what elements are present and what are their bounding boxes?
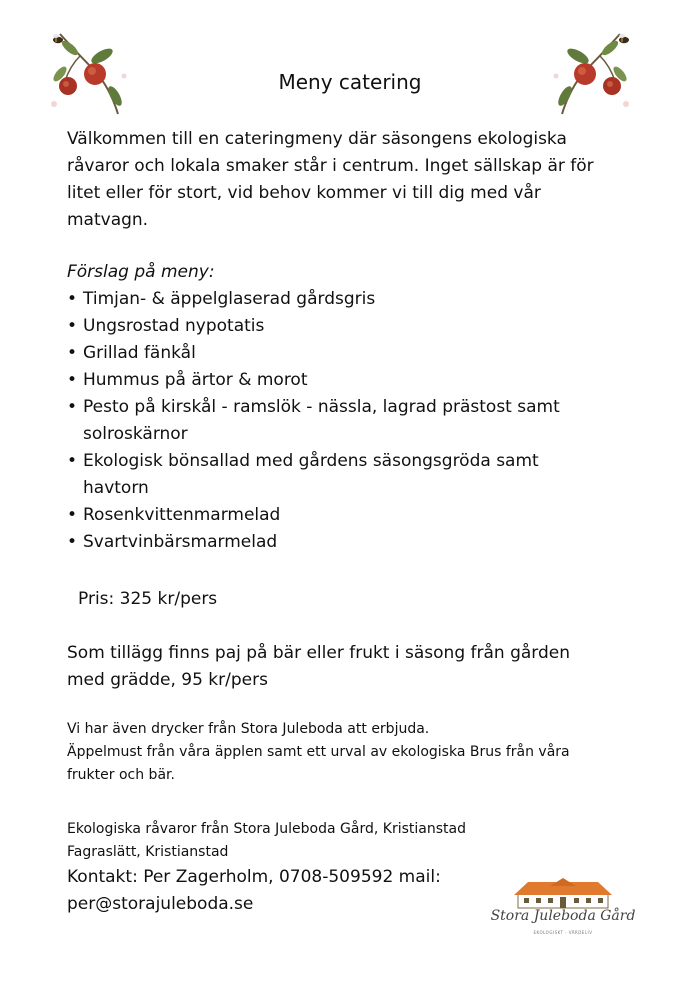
menu-item-text: Ungsrostad nypotatis <box>83 316 265 336</box>
page-title: Meny catering <box>278 70 422 94</box>
intro-line: matvagn. <box>67 210 149 230</box>
intro-paragraph <box>67 126 647 234</box>
menu-item <box>67 394 647 448</box>
menu-item-text: Hummus på ärtor & morot <box>83 370 308 390</box>
drinks-line: Vi har även drycker från Stora Juleboda att erbjuda. <box>67 721 430 737</box>
drinks-paragraph <box>67 718 657 787</box>
farmhouse-logo-icon <box>488 878 638 910</box>
menu-list <box>67 286 647 556</box>
origin-line: Ekologiska råvaror från Stora Juleboda Gård, Kristianstad <box>67 821 466 837</box>
contact-line: Kontakt: Per Zagerholm, 0708-509592 mail: <box>67 867 441 887</box>
menu-item <box>67 367 647 394</box>
menu-heading: Förslag på meny: <box>67 262 215 282</box>
bullet: • <box>67 343 78 363</box>
origin-line: Fagraslätt, Kristianstad <box>67 844 229 860</box>
menu-item <box>67 529 647 556</box>
menu-item-text: Pesto på kirskål - ramslök - nässla, lagrad prästost samt <box>83 397 560 417</box>
drinks-line: frukter och bär. <box>67 767 175 783</box>
bullet: • <box>67 505 78 525</box>
contact-info <box>67 864 441 918</box>
contact-email[interactable]: per@storajuleboda.se <box>67 894 254 914</box>
intro-line: Välkommen till en cateringmeny där säsongens ekologiska <box>67 129 567 149</box>
farm-logo <box>488 878 638 948</box>
bullet: • <box>67 451 78 471</box>
menu-item <box>67 286 647 313</box>
price: Pris: 325 kr/pers <box>78 589 218 609</box>
menu-item-text: Svartvinbärsmarmelad <box>83 532 278 552</box>
origin-info <box>67 818 466 864</box>
bullet: • <box>67 289 78 309</box>
bullet: • <box>67 370 78 390</box>
addon-paragraph <box>67 640 647 694</box>
logo-subtitle: EKOLOGISKT · VÄRDELIV <box>533 930 593 935</box>
bullet: • <box>67 532 78 552</box>
bullet: • <box>67 397 78 417</box>
menu-item-text: havtorn <box>83 478 149 498</box>
menu-item-text: Ekologisk bönsallad med gårdens säsongsgröda samt <box>83 451 539 471</box>
addon-line: Som tillägg finns paj på bär eller frukt i säsong från gården <box>67 643 571 663</box>
menu-item <box>67 448 647 502</box>
menu-item-text: Grillad fänkål <box>83 343 196 363</box>
menu-item <box>67 313 647 340</box>
menu-item <box>67 502 647 529</box>
menu-item-text: solroskärnor <box>83 424 188 444</box>
intro-line: råvaror och lokala smaker står i centrum. Inget sällskap är för <box>67 156 594 176</box>
intro-line: litet eller för stort, vid behov kommer vi till dig med vår <box>67 183 541 203</box>
bullet: • <box>67 316 78 336</box>
menu-item-text: Rosenkvittenmarmelad <box>83 505 281 525</box>
drinks-line: Äppelmust från våra äpplen samt ett urval av ekologiska Brus från våra <box>67 744 570 760</box>
menu-item-text: Timjan- & äppelglaserad gårdsgris <box>83 289 376 309</box>
menu-item <box>67 340 647 367</box>
addon-line: med grädde, 95 kr/pers <box>67 670 268 690</box>
logo-name: Stora Juleboda Gård <box>490 908 636 924</box>
